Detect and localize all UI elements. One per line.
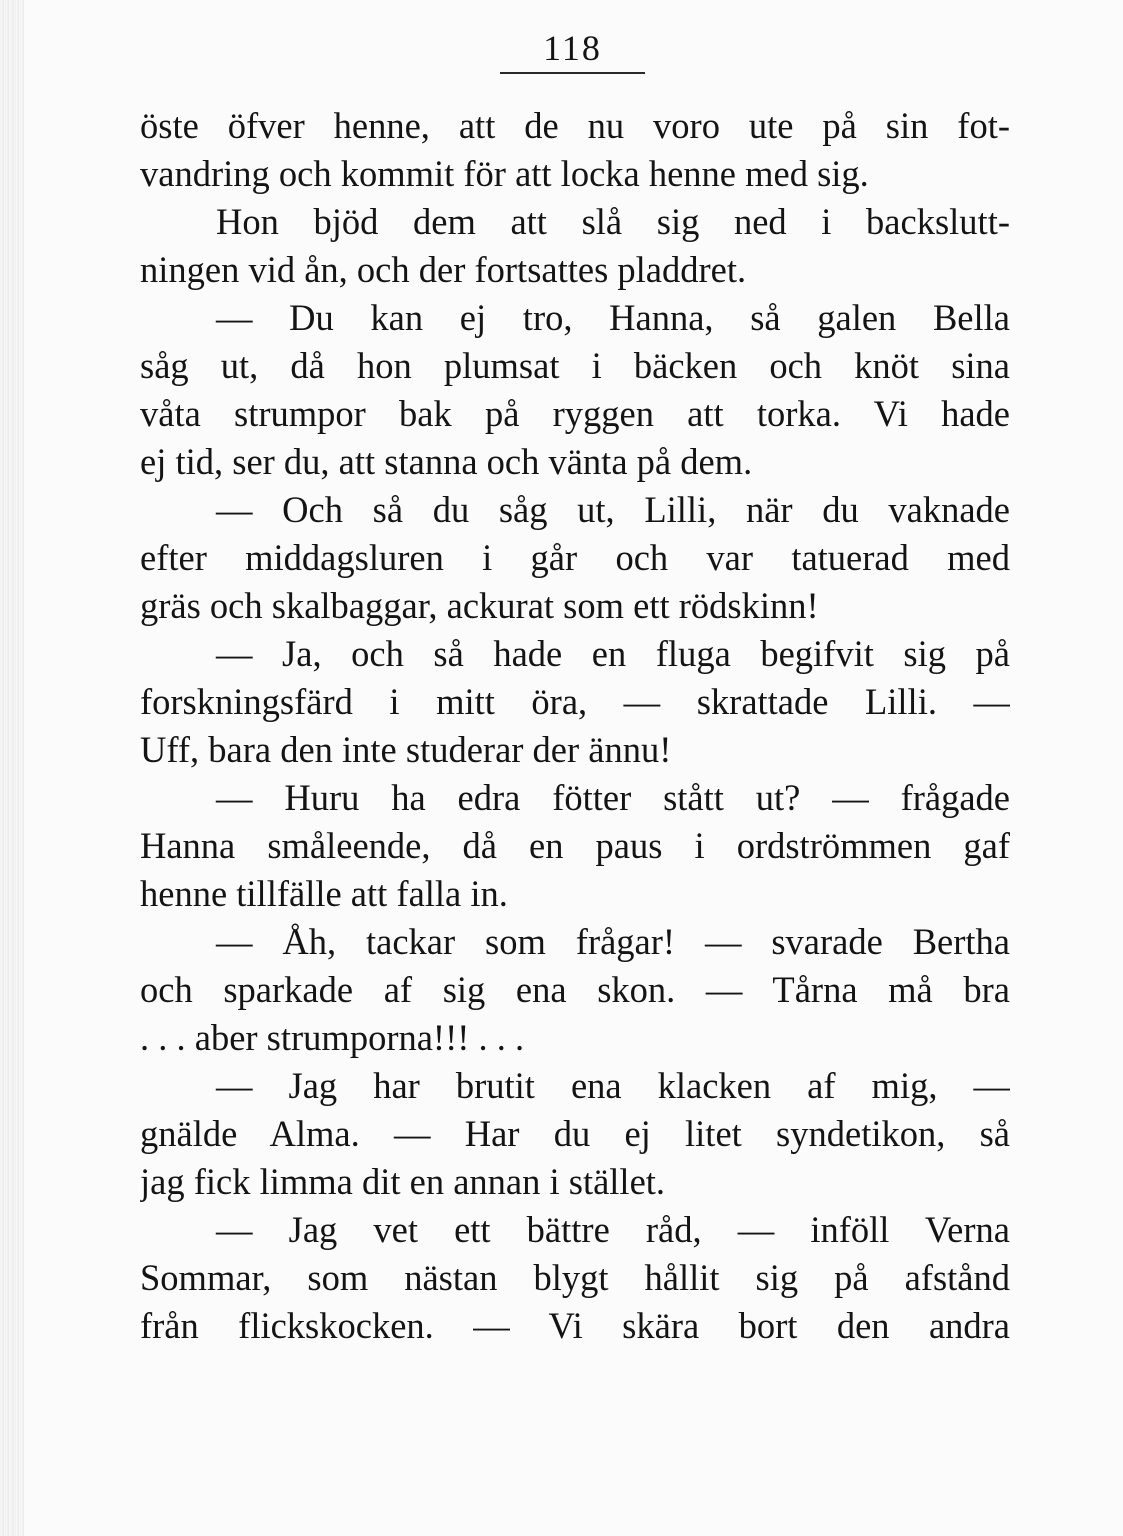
text-line: såg ut, då hon plumsat i bäcken och knöt sina xyxy=(140,345,1010,386)
text-line: — Och så du såg ut, Lilli, när du vaknade xyxy=(216,489,1010,530)
text-line: från flickskocken. — Vi skära bort den andra xyxy=(140,1305,1010,1346)
text-line: gnälde Alma. — Har du ej litet syndetikon, så xyxy=(140,1113,1010,1154)
text-line: — Huru ha edra fötter stått ut? — frågade xyxy=(216,777,1010,818)
text-line: gräs och skalbaggar, ackurat som ett rödskinn! xyxy=(140,585,819,626)
text-line: och sparkade af sig ena skon. — Tårna må bra xyxy=(140,969,1010,1010)
text-line: vandring och kommit för att locka henne med sig. xyxy=(140,153,869,194)
text-line: jag fick limma dit en annan i stället. xyxy=(140,1161,666,1202)
page-binding-edge xyxy=(0,0,24,1536)
text-line: forskningsfärd i mitt öra, — skrattade Lilli. — xyxy=(140,681,1010,722)
text-line: våta strumpor bak på ryggen att torka. Vi hade xyxy=(140,393,1010,434)
text-line: Uff, bara den inte studerar der ännu! xyxy=(140,729,672,770)
text-line: öste öfver henne, att de nu voro ute på sin fot- xyxy=(140,105,1010,146)
text-line: ej tid, ser du, att stanna och vänta på dem. xyxy=(140,441,753,482)
text-line: . . . aber strumporna!!! . . . xyxy=(140,1017,525,1058)
text-line: efter middagsluren i går och var tatuerad med xyxy=(140,537,1010,578)
text-line: ningen vid ån, och der fortsattes pladdret. xyxy=(140,249,747,290)
text-line: — Ja, och så hade en fluga begifvit sig på xyxy=(216,633,1010,674)
text-line: henne tillfälle att falla in. xyxy=(140,873,508,914)
text-line: — Du kan ej tro, Hanna, så galen Bella xyxy=(216,297,1010,338)
text-line: Sommar, som nästan blygt hållit sig på afstånd xyxy=(140,1257,1010,1298)
text-line: — Åh, tackar som frågar! — svarade Bertha xyxy=(216,921,1010,962)
page-number: 118 xyxy=(543,28,602,68)
header-rule xyxy=(500,72,645,74)
text-line: — Jag har brutit ena klacken af mig, — xyxy=(216,1065,1010,1106)
body-text xyxy=(140,102,1010,1350)
text-line: Hanna småleende, då en paus i ordströmmen gaf xyxy=(140,825,1010,866)
text-line: — Jag vet ett bättre råd, — inföll Verna xyxy=(216,1209,1010,1250)
text-line: Hon bjöd dem att slå sig ned i backslutt- xyxy=(216,201,1010,242)
